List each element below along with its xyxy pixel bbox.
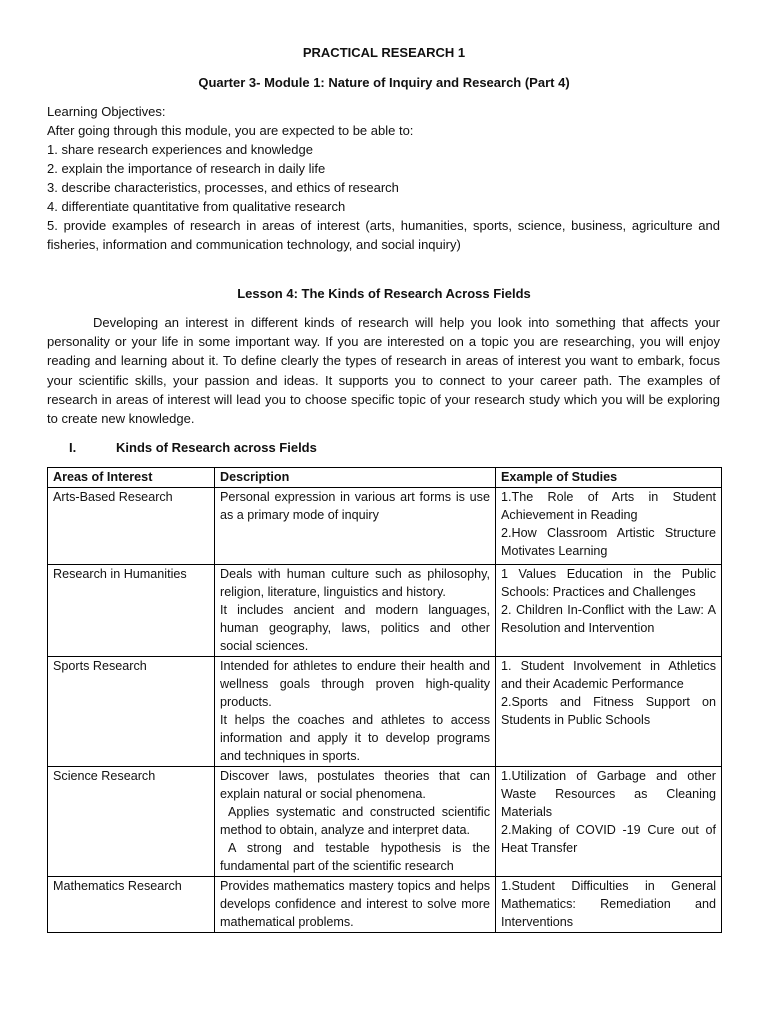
area-cell: Science Research <box>48 767 215 877</box>
objective-item: 5. provide examples of research in areas of interest (arts, humanities, sports, science, business, agriculture and fisheries, information and communication technology, and social inquiry) <box>47 218 720 253</box>
table-row <box>48 488 722 565</box>
example-text: 1.Student Difficulties in General Mathematics: Remediation and Interventions <box>501 879 716 929</box>
description-text: Personal expression in various art forms is use as a primary mode of inquiry <box>220 490 490 522</box>
description-cell <box>215 877 496 933</box>
description-text: Intended for athletes to endure their health and wellness goals through proven high-quality products. <box>220 659 490 709</box>
objective-item: 1. share research experiences and knowledge <box>47 142 313 157</box>
description-cell <box>215 657 496 767</box>
section-title: Kinds of Research across Fields <box>116 440 317 455</box>
description-text: It helps the coaches and athletes to access information and apply it to develop programs and techniques in sports. <box>220 713 490 763</box>
example-text: 1 Values Education in the Public Schools: Practices and Challenges <box>501 567 716 599</box>
table-header-row <box>48 468 722 488</box>
description-cell <box>215 565 496 657</box>
objectives-heading: Learning Objectives: <box>47 104 166 119</box>
example-text: 2.Making of COVID -19 Cure out of Heat Transfer <box>501 823 716 855</box>
lesson-paragraph: Developing an interest in different kinds of research will help you look into something that affects your personality or your life in some important way. If you are interested on a topic you are researching, you will enjoy reading and learning about it. To define clearly the types of research in areas of interest you want to embark, focus your scientific skills, your passion and ideas. It supports you to connect to your career path. The examples of research in areas of interest will lead you to choose specific topic of your research study which you will be exploring to create new knowledge. <box>47 315 720 427</box>
objectives-intro: After going through this module, you are expected to be able to: <box>47 123 414 138</box>
objective-item: 2. explain the importance of research in daily life <box>47 161 326 176</box>
example-text: 1.Utilization of Garbage and other Waste Resources as Cleaning Materials <box>501 769 716 819</box>
table-row <box>48 565 722 657</box>
area-cell: Arts-Based Research <box>48 488 215 565</box>
examples-cell <box>496 877 722 933</box>
module-title: Quarter 3- Module 1: Nature of Inquiry and Research (Part 4) <box>198 75 570 90</box>
research-fields-table <box>47 467 722 933</box>
lesson-title: Lesson 4: The Kinds of Research Across Fields <box>237 286 531 301</box>
objective-item: 3. describe characteristics, processes, and ethics of research <box>47 180 399 195</box>
header-description: Description <box>215 468 496 488</box>
area-cell: Research in Humanities <box>48 565 215 657</box>
table-row <box>48 657 722 767</box>
description-text: Discover laws, postulates theories that can explain natural or social phenomena. <box>220 769 490 801</box>
examples-cell <box>496 657 722 767</box>
example-text: 2. Children In-Conflict with the Law: A Resolution and Intervention <box>501 603 716 635</box>
section-heading <box>47 440 317 455</box>
table-row <box>48 877 722 933</box>
area-cell: Sports Research <box>48 657 215 767</box>
examples-cell <box>496 767 722 877</box>
description-text: Deals with human culture such as philosophy, religion, literature, linguistics and history. <box>220 567 490 599</box>
examples-cell <box>496 565 722 657</box>
description-text: A strong and testable hypothesis is the fundamental part of the scientific research <box>220 841 490 873</box>
example-text: 2.Sports and Fitness Support on Students in Public Schools <box>501 695 716 727</box>
example-text: 2.How Classroom Artistic Structure Motivates Learning <box>501 526 716 558</box>
description-text: Provides mathematics mastery topics and helps develops confidence and interest to solve more mathematical problems. <box>220 879 490 929</box>
example-text: 1.The Role of Arts in Student Achievement in Reading <box>501 490 716 522</box>
example-text: 1. Student Involvement in Athletics and their Academic Performance <box>501 659 716 691</box>
document-title: PRACTICAL RESEARCH 1 <box>302 45 466 60</box>
objective-item: 4. differentiate quantitative from qualitative research <box>47 199 346 214</box>
examples-cell <box>496 488 722 565</box>
header-examples: Example of Studies <box>496 468 722 488</box>
table-row <box>48 767 722 877</box>
description-text: It includes ancient and modern languages, human geography, laws, politics and other social sciences. <box>220 603 490 653</box>
section-number: I. <box>69 440 77 455</box>
header-areas: Areas of Interest <box>48 468 215 488</box>
description-cell <box>215 488 496 565</box>
description-cell <box>215 767 496 877</box>
area-cell: Mathematics Research <box>48 877 215 933</box>
description-text: Applies systematic and constructed scientific method to obtain, analyze and interpret data. <box>220 805 490 837</box>
